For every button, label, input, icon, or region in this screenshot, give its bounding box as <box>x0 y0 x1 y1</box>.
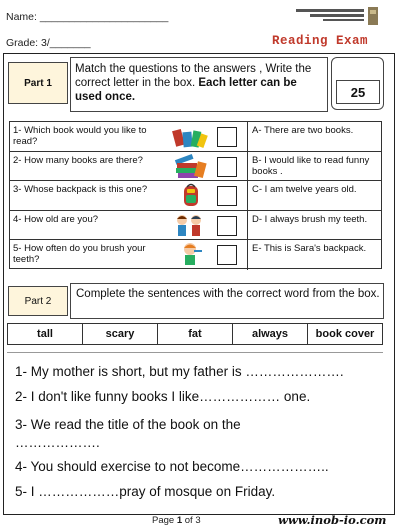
matching-table <box>9 121 382 269</box>
word-bank-item: always <box>233 324 308 344</box>
answer-box-1[interactable] <box>217 127 237 147</box>
page-indicator: Page 1 of 3 <box>152 515 201 526</box>
grade-field[interactable]: Grade: 3/_______ <box>6 37 91 49</box>
sentence-3[interactable]: 3- We read the title of the book on the <box>15 417 241 432</box>
question-text: 1- Which book would you like to read? <box>13 125 147 147</box>
question-text: 4- How old are you? <box>13 213 99 225</box>
answer-text: E- This is Sara's backpack. <box>247 240 383 270</box>
part2-label: Part 2 <box>8 286 68 316</box>
answer-text: C- I am twelve years old. <box>247 181 383 210</box>
backpack-icon <box>172 183 208 208</box>
site-watermark: www.inob-io.com <box>278 513 387 527</box>
answer-box-3[interactable] <box>217 186 237 206</box>
sentence-3-blank[interactable]: ………………. <box>15 435 100 450</box>
ministry-logo <box>296 5 380 31</box>
name-field[interactable]: Name: ______________________ <box>6 11 169 23</box>
table-row <box>10 122 381 152</box>
books-stack-icon <box>172 154 208 179</box>
table-row <box>10 240 381 270</box>
word-bank-item: tall <box>8 324 83 344</box>
part1-label: Part 1 <box>8 62 68 104</box>
answer-box-5[interactable] <box>217 245 237 265</box>
sentence-1[interactable]: 1- My mother is short, but my father is …………………. <box>15 364 344 379</box>
books-icon <box>172 124 208 149</box>
part2-instructions: Complete the sentences with the correct word from the box. <box>76 288 380 300</box>
table-row <box>10 152 381 182</box>
exam-title: Reading Exam <box>272 34 369 48</box>
table-row <box>10 181 381 211</box>
word-bank-item: book cover <box>315 328 375 340</box>
table-row <box>10 211 381 241</box>
answer-text: B- I would like to read funny books . <box>247 152 383 181</box>
question-text: 3- Whose backpack is this one? <box>13 184 148 196</box>
sentence-2[interactable]: 2- I don't like funny books I like……………… one. <box>15 389 311 404</box>
question-text: 5- How often do you brush your teeth? <box>13 243 146 266</box>
divider <box>7 352 383 353</box>
answer-text: D- I always brush my teeth. <box>247 211 383 240</box>
word-bank-item: fat <box>158 324 233 344</box>
word-bank-item: scary <box>83 324 158 344</box>
question-text: 2- How many books are there? <box>13 154 143 166</box>
children-icon <box>172 213 208 238</box>
sentence-5[interactable]: 5- I ………………pray of mosque on Friday. <box>15 484 276 499</box>
sentence-4[interactable]: 4- You should exercise to not become……………….. <box>15 459 329 474</box>
answer-text: A- There are two books. <box>247 122 383 151</box>
answer-box-4[interactable] <box>217 216 237 236</box>
boy-brushing-icon <box>172 242 208 267</box>
score-box: 25 <box>336 80 380 104</box>
answer-box-2[interactable] <box>217 157 237 177</box>
word-bank <box>7 323 383 345</box>
part1-instructions: Match the questions to the answers , Write the correct letter in the box. Each letter can be used once. <box>75 63 312 103</box>
